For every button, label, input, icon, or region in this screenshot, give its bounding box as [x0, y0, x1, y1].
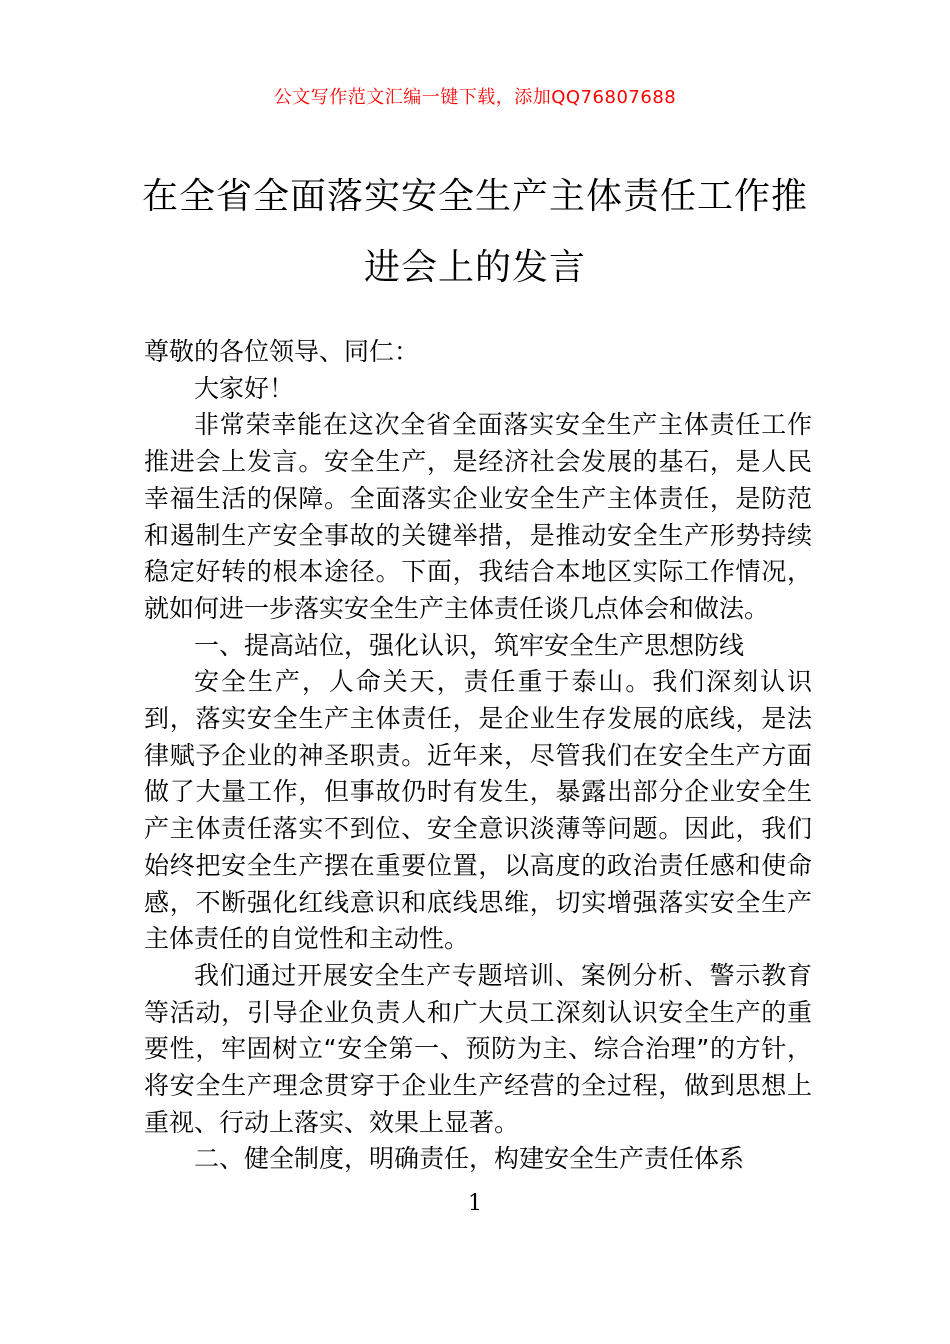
greeting-paragraph: 大家好！ — [194, 373, 295, 403]
intro-paragraph: 非常荣幸能在这次全省全面落实安全生产主体责任工作推进会上发言。安全生产，是经济社会发展的基石，是人民幸福生活的保障。全面落实企业安全生产主体责任，是防范和遏制生产安全事故的关键举措，是推动安全生产形势持续稳定好转的根本途径。下面，我结合本地区实际工作情况，就如何进一步落实安全生产主体责任谈几点体会和做法。 — [144, 410, 812, 623]
section-1-paragraph-1: 安全生产，人命关天，责任重于泰山。我们深刻认识到，落实安全生产主体责任，是企业生存发展的底线，是法律赋予企业的神圣职责。近年来，尽管我们在安全生产方面做了大量工作，但事故仍时有发生，暴露出部分企业安全生产主体责任落实不到位、安全意识淡薄等问题。因此，我们始终把安全生产摆在重要位置，以高度的政治责任感和使命感，不断强化红线意识和底线思维，切实增强落实安全生产主体责任的自觉性和主动性。 — [144, 667, 812, 954]
section-heading-2: 二、健全制度，明确责任，构建安全生产责任体系 — [194, 1144, 745, 1174]
section-heading-1: 一、提高站位，强化认识，筑牢安全生产思想防线 — [194, 630, 745, 660]
salutation: 尊敬的各位领导、同仁： — [144, 337, 420, 366]
document-title-line-2: 进会上的发言 — [363, 247, 586, 288]
page-number: 1 — [468, 1191, 482, 1216]
section-1-paragraph-2: 我们通过开展安全生产专题培训、案例分析、警示教育等活动，引导企业负责人和广大员工深刻认识安全生产的重要性，牢固树立“安全第一、预防为主、综合治理”的方针，将安全生产理念贯穿于企业生产经营的全过程，做到思想上重视、行动上落实、效果上显著。 — [144, 960, 812, 1137]
document-title-line-1: 在全省全面落实安全生产主体责任工作推 — [141, 176, 808, 217]
document-body — [144, 334, 812, 1178]
download-banner: 公文写作范文汇编一键下载，添加QQ76807688 — [273, 87, 677, 108]
